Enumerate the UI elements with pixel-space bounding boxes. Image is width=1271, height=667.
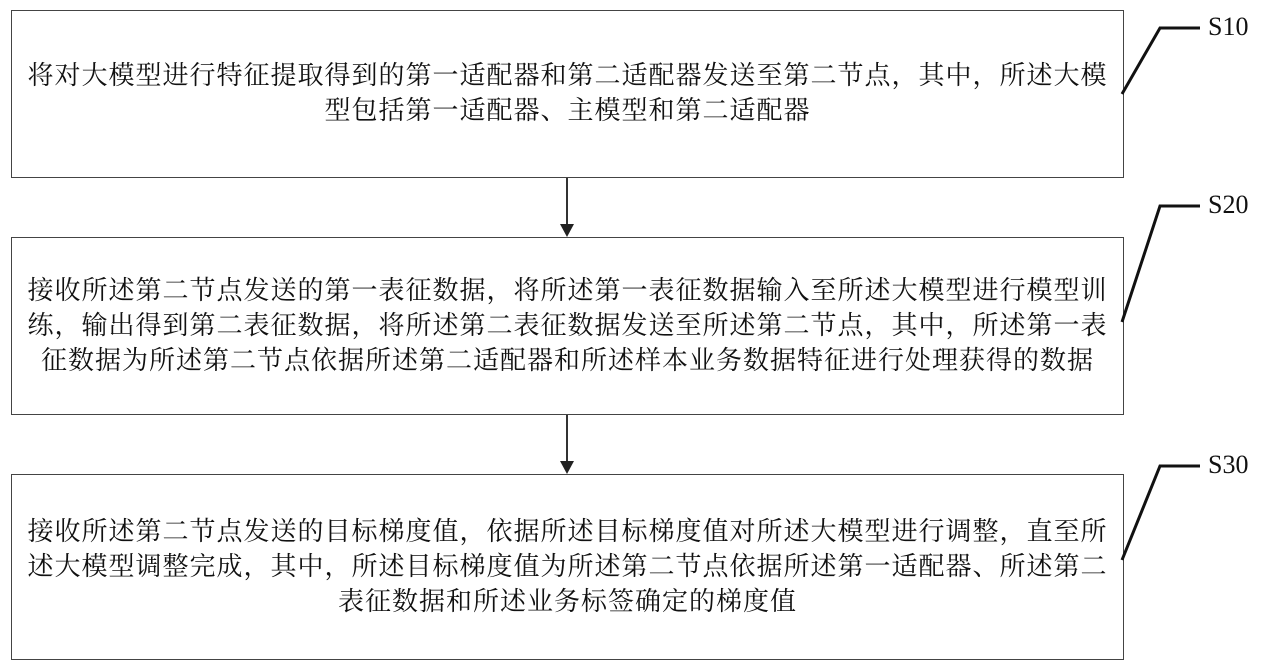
leader-line-s30 bbox=[1122, 466, 1200, 560]
step-label-s20: S20 bbox=[1208, 190, 1249, 219]
step-label-s30: S30 bbox=[1208, 450, 1249, 479]
leader-line-s20 bbox=[1122, 206, 1200, 322]
step-text-s30: 接收所述第二节点发送的目标梯度值，依据所述目标梯度值对所述大模型进行调整，直至所述大模型调整完成，其中，所述目标梯度值为所述第二节点依据所述第一适配器、所述第二表征数据和所述业务标签确定的梯度值 bbox=[27, 516, 1108, 617]
step-text-s20: 接收所述第二节点发送的第一表征数据，将所述第一表征数据输入至所述大模型进行模型训练，输出得到第二表征数据，将所述第二表征数据发送至所述第二节点，其中，所述第一表征数据为所述第二节点依据所述第二适配器和所述样本业务数据特征进行处理获得的数据 bbox=[27, 275, 1108, 376]
step-label-s10: S10 bbox=[1208, 12, 1249, 41]
step-text-s10: 将对大模型进行特征提取得到的第一适配器和第二适配器发送至第二节点，其中，所述大模型包括第一适配器、主模型和第二适配器 bbox=[27, 61, 1108, 126]
leader-line-s10 bbox=[1122, 28, 1200, 94]
